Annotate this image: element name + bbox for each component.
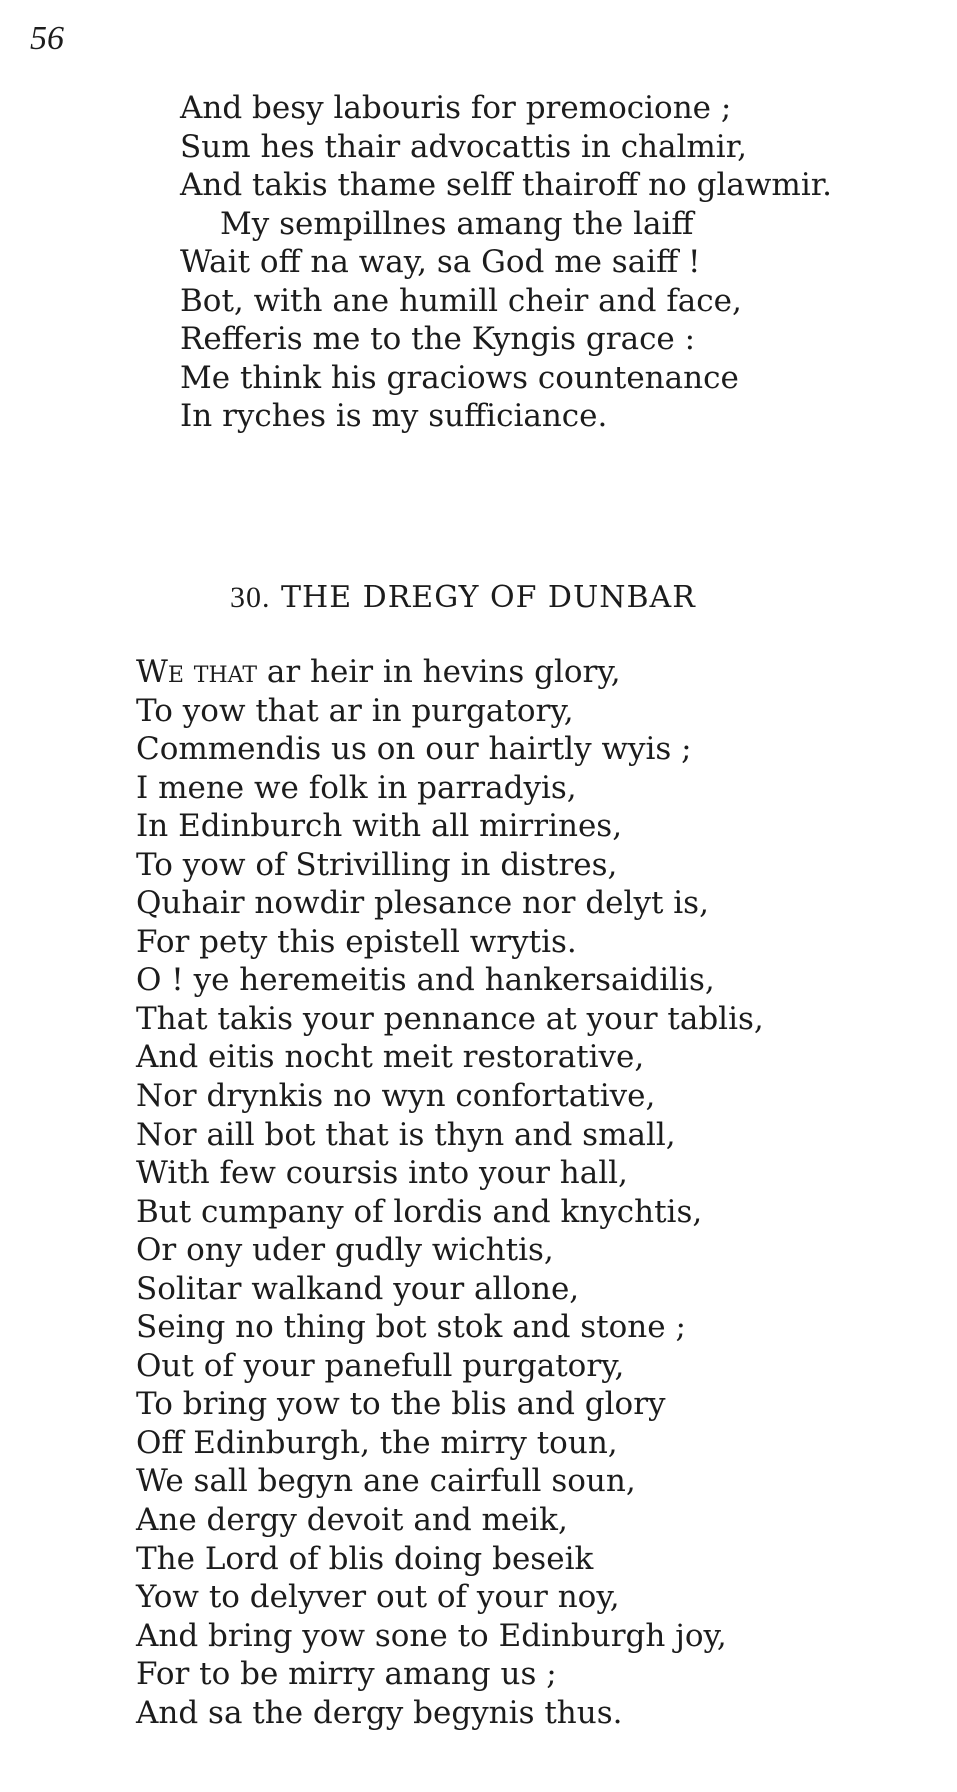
first-line-rest: ar heir in hevins glory, bbox=[257, 654, 621, 690]
poem-line: For pety this epistell wrytis. bbox=[136, 923, 577, 960]
page-number: 56 bbox=[30, 20, 64, 57]
poem-line: Wait off na way, sa God me saiff ! bbox=[180, 244, 701, 280]
poem-line: Commendis us on our hairtly wyis ; bbox=[136, 731, 692, 768]
opening-words: We that bbox=[136, 654, 257, 690]
poem-line: And bring yow sone to Edinburgh joy, bbox=[136, 1617, 727, 1654]
poem-line: Nor aill bot that is thyn and small, bbox=[136, 1116, 676, 1153]
poem-line: But cumpany of lordis and knychtis, bbox=[136, 1193, 703, 1230]
poem-line: Me think his graciows countenance bbox=[180, 359, 739, 396]
poem-line: Seing no thing bot stok and stone ; bbox=[136, 1309, 686, 1346]
poem-line: To bring yow to the blis and glory bbox=[136, 1386, 666, 1423]
poem-line: Out of your panefull purgatory, bbox=[136, 1347, 625, 1384]
poem-line: Or ony uder gudly wichtis, bbox=[136, 1232, 554, 1269]
poem-line: In ryches is my sufficiance. bbox=[180, 398, 608, 434]
poem-line: To yow that ar in purgatory, bbox=[136, 692, 574, 729]
poem-title bbox=[230, 580, 696, 615]
poem-line: For to be mirry amang us ; bbox=[136, 1656, 557, 1693]
poem-line: Sum hes thair advocattis in chalmir, bbox=[180, 128, 747, 165]
poem-line: And eitis nocht meit restorative, bbox=[136, 1039, 645, 1076]
poem-line-first bbox=[136, 653, 764, 692]
poem-line: Off Edinburgh, the mirry toun, bbox=[136, 1424, 618, 1461]
poem-line: And besy labouris for premocione ; bbox=[180, 90, 732, 126]
poem-line: I mene we folk in parradyis, bbox=[136, 769, 577, 806]
poem-line: Bot, with ane humill cheir and face, bbox=[180, 282, 742, 319]
poem-line: O ! ye heremeitis and hankersaidilis, bbox=[136, 962, 715, 999]
poem-line: That takis your pennance at your tablis, bbox=[136, 1000, 764, 1037]
poem-title-text: THE DREGY OF DUNBAR bbox=[281, 580, 696, 615]
poem-line: Nor drynkis no wyn confortative, bbox=[136, 1078, 656, 1115]
poem-line: Refferis me to the Kyngis grace : bbox=[180, 321, 696, 357]
poem-line: Ane dergy devoit and meik, bbox=[136, 1502, 568, 1539]
poem-body bbox=[136, 653, 764, 1732]
poem-line: We sall begyn ane cairfull soun, bbox=[136, 1463, 636, 1500]
previous-poem-stanza bbox=[180, 89, 832, 436]
poem-line: Quhair nowdir plesance nor delyt is, bbox=[136, 885, 709, 922]
poem-line: Yow to delyver out of your noy, bbox=[136, 1579, 620, 1616]
poem-line: And sa the dergy begynis thus. bbox=[136, 1694, 623, 1731]
poem-number: 30. bbox=[230, 581, 271, 614]
poem-line-indented: My sempillnes amang the laiff bbox=[220, 205, 694, 242]
poem-line: With few coursis into your hall, bbox=[136, 1155, 628, 1192]
poem-line: And takis thame selff thairoff no glawmir. bbox=[180, 167, 833, 203]
poem-line: The Lord of blis doing beseik bbox=[136, 1540, 594, 1577]
poem-line: In Edinburch with all mirrines, bbox=[136, 808, 623, 845]
poem-line: Solitar walkand your allone, bbox=[136, 1270, 580, 1307]
poem-line: To yow of Strivilling in distres, bbox=[136, 846, 618, 883]
